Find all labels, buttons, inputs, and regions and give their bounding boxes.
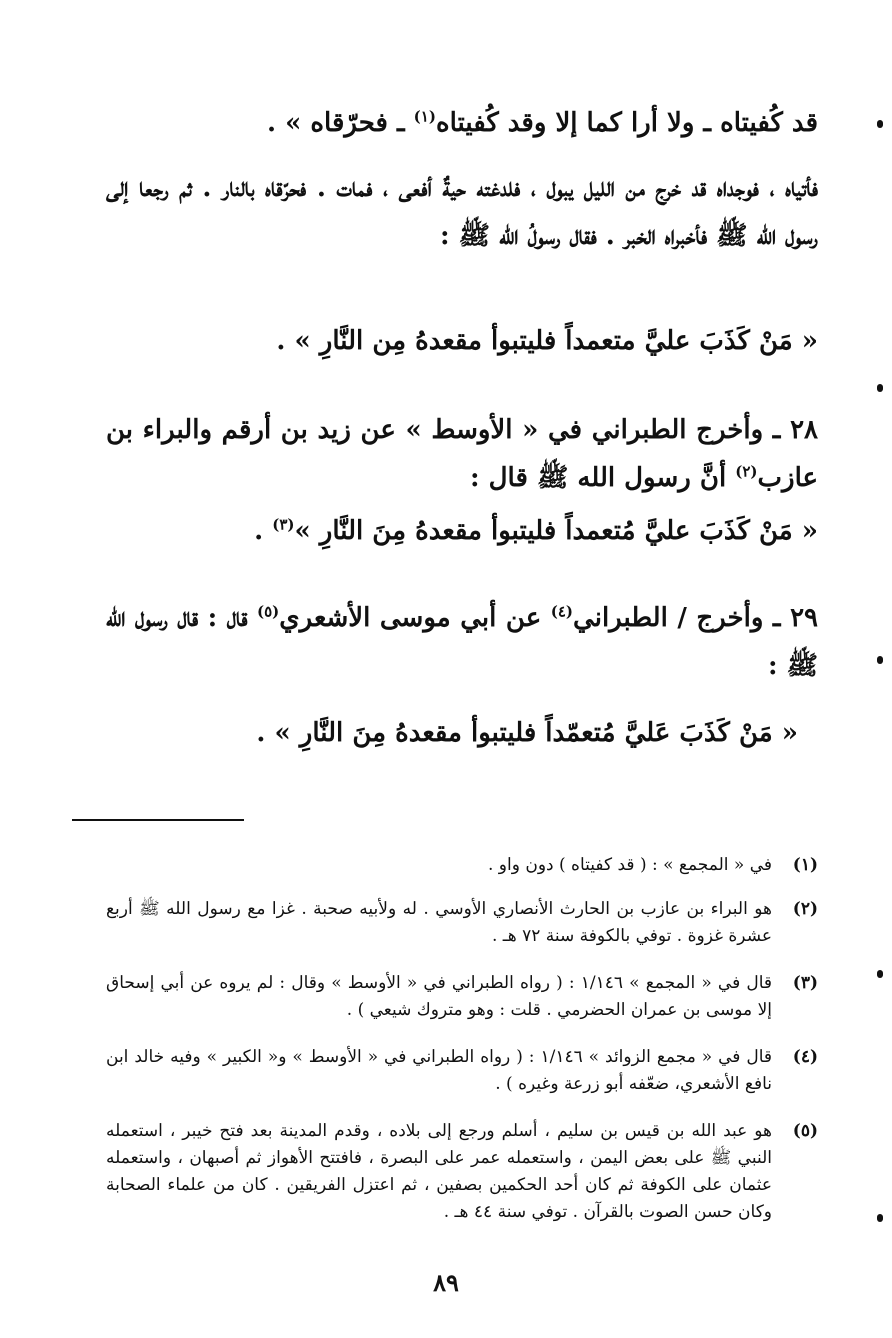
- hadith-quote-1: « مَنْ كَذَبَ عليَّ متعمداً فليتبوأ مقعدهُ مِن النَّارِ » .: [276, 326, 818, 356]
- hadith-28-b: أنَّ رسول الله ﷺ قال :: [470, 463, 727, 493]
- margin-mark: [877, 384, 883, 392]
- margin-mark: [877, 120, 883, 128]
- footnote-2: [106, 896, 818, 950]
- hadith-quote-3: « مَنْ كَذَبَ عَليَّ مُتعمّداً فليتبوأ مقعدهُ مِنَ النَّارِ » .: [256, 718, 798, 748]
- footnote-number: (١): [792, 855, 818, 875]
- margin-mark: [877, 970, 883, 978]
- footnote-text: قال في « مجمع الزوائد » ١/١٤٦ : ( رواه الطبراني في « الأوسط » و« الكبير » وفيه خالد ابن نافع الأشعري، ضعّفه أبو زرعة وغيره ) .: [106, 1047, 772, 1094]
- footnote-rule: [72, 819, 244, 821]
- footnote-ref-4: (٤): [550, 602, 574, 621]
- footnote-text: قال في « المجمع » ١/١٤٦ : ( رواه الطبراني في « الأوسط » وقال : لم يروه عن أبي إسحاق إلا موسى بن عمران الحضرمي . قلت : وهو متروك شيعي ) .: [106, 973, 773, 1020]
- hadith-quote-2-text: « مَنْ كَذَبَ عليَّ مُتعمداً فليتبوأ مقعدهُ مِنَ النَّارِ »: [294, 516, 818, 546]
- footnote-ref-5: (٥): [257, 602, 280, 621]
- footnote-number: (٥): [792, 1121, 818, 1141]
- footnote-ref-3: (٣): [272, 515, 295, 534]
- margin-mark: [877, 1214, 883, 1222]
- hadith-29: [106, 594, 818, 690]
- hadith-29-a: ٢٩ ـ وأخرج / الطبراني: [573, 603, 818, 633]
- text-line-1-a: قد كُفيتاه ـ ولا أرا كما إلا وقد كُفيتاه: [435, 108, 818, 138]
- footnote-text: هو عبد الله بن قيس بن سليم ، أسلم ورجع إلى بلاده ، وقدم المدينة بعد فتح خيبر ، استعمله النبي ﷺ على بعض اليمن ، واستعمله عمر على البصرة ، فافتتح الأهواز ثم أصبهان ، واستعمله عثمان على الكوفة ثم كان أحد الحكمين بصفين ، ثم اعتزل الفريقين . كان من علماء الصحابة وكان حسن الصوت بالقرآن . توفي سنة ٤٤ هـ .: [106, 1121, 772, 1222]
- text-line-1-b: ـ فحرّقاه » .: [267, 108, 405, 138]
- hadith-29-c: قال : قال رسول الله ﷺ :: [106, 603, 818, 681]
- footnote-text: في « المجمع » : ( قد كفيتاه ) دون واو .: [487, 855, 772, 875]
- hadith-quote-2-end: .: [254, 516, 273, 546]
- text-line-1: [267, 108, 818, 138]
- footnote-1: [106, 852, 818, 879]
- page-number: ٨٩: [433, 1268, 459, 1297]
- hadith-quote-2: [254, 516, 818, 546]
- footnote-ref-2: (٢): [735, 462, 758, 481]
- footnote-4: [106, 1044, 818, 1098]
- hadith-28: [106, 406, 818, 502]
- hadith-29-b: عن أبي موسى الأشعري: [279, 603, 551, 633]
- footnote-number: (٤): [792, 1047, 818, 1067]
- paragraph-1: فأتياه ، فوجداه قد خرج من الليل يبول ، فلدغته حيةٌ أفعى ، فمات . فحرّقاه بالنار . ثم رجعا إلى رسول الله ﷺ فأخبراه الخبر . فقال رسولُ الله ﷺ :: [106, 173, 818, 251]
- margin-mark: [877, 656, 883, 664]
- footnote-ref-1: (١): [413, 107, 436, 126]
- footnote-3: [106, 970, 818, 1024]
- footnote-number: (٢): [792, 899, 818, 919]
- footnote-number: (٣): [792, 973, 818, 993]
- footnote-5: [106, 1118, 818, 1226]
- hadith-28-a: ٢٨ ـ وأخرج الطبراني في « الأوسط » عن زيد بن أرقم والبراء بن عازب: [106, 415, 818, 493]
- footnote-text: هو البراء بن عازب بن الحارث الأنصاري الأوسي . له ولأبيه صحبة . غزا مع رسول الله ﷺ أربع عشرة غزوة . توفي بالكوفة سنة ٧٢ هـ .: [106, 899, 772, 946]
